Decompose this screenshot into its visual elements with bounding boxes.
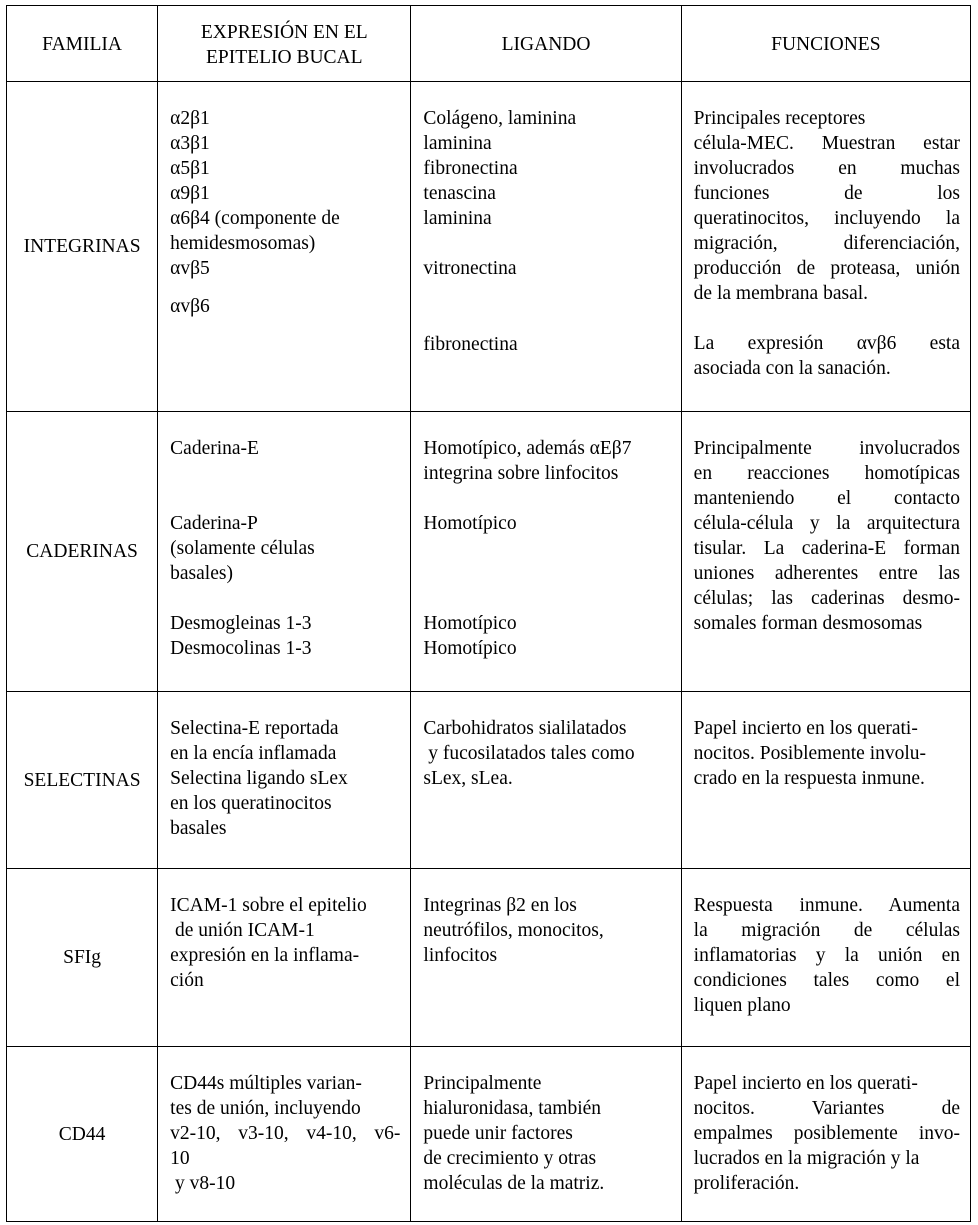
expression-cell: ICAM-1 sobre el epitelio de unión ICAM-1 expresión en la inflama- ción [158,869,411,1047]
adhesion-molecules-table [6,5,971,1222]
family-cell: SFIg [7,869,158,1047]
table-row [7,82,971,412]
header-familia: FAMILIA [7,6,158,82]
expression-cell: Selectina-E reportada en la encía inflamada Selectina ligando sLex en los queratinocitos basales [158,692,411,869]
function-cell: Papel incierto en los querati- nocitos. Variantes de empalmes posiblemente invo- lucrados en la migración y la proliferación. [681,1047,970,1222]
table-row [7,412,971,692]
header-row [7,6,971,82]
function-cell: Papel incierto en los querati- nocitos. Posiblemente involu- crado en la respuesta inmune. [681,692,970,869]
family-cell: SELECTINAS [7,692,158,869]
family-cell: CADERINAS [7,412,158,692]
expression-cell: CD44s múltiples varian- tes de unión, incluyendo v2-10, v3-10, v4-10, v6- 10 y v8-10 [158,1047,411,1222]
function-cell: Principales receptores célula-MEC. Muestran estar involucrados en muchas funciones de los queratinocitos, incluyendo la migración, diferenciación, producción de proteasa, unión de la membrana basal. La expresión αvβ6 esta asociada con la sanación. [681,82,970,412]
ligand-cell: Integrinas β2 en los neutrófilos, monocitos, linfocitos [411,869,681,1047]
expression-cell: α2β1 α3β1 α5β1 α9β1 α6β4 (componente de hemidesmosomas) αvβ5 αvβ6 [158,82,411,412]
table-row [7,869,971,1047]
ligand-cell: Colágeno, laminina laminina fibronectina tenascina laminina vitronectina fibronectina [411,82,681,412]
header-ligando: LIGANDO [411,6,681,82]
expression-cell: Caderina-E Caderina-P (solamente células basales) Desmogleinas 1-3 Desmocolinas 1-3 [158,412,411,692]
table-row [7,692,971,869]
family-cell: INTEGRINAS [7,82,158,412]
header-funciones: FUNCIONES [681,6,970,82]
function-cell: Principalmente involucrados en reacciones homotípicas manteniendo el contacto célula-célula y la arquitectura tisular. La caderina-E forman uniones adherentes entre las células; las caderinas desmo- somales forman desmosomas [681,412,970,692]
table-row [7,1047,971,1222]
ligand-cell: Homotípico, además αEβ7 integrina sobre linfocitos Homotípico Homotípico Homotípico [411,412,681,692]
ligand-cell: Carbohidratos sialilatados y fucosilatados tales como sLex, sLea. [411,692,681,869]
family-cell: CD44 [7,1047,158,1222]
function-cell: Respuesta inmune. Aumenta la migración de células inflamatorias y la unión en condiciones tales como el liquen plano [681,869,970,1047]
ligand-cell: Principalmente hialuronidasa, también puede unir factores de crecimiento y otras moléculas de la matriz. [411,1047,681,1222]
header-expresion: EXPRESIÓN EN EL EPITELIO BUCAL [158,6,411,82]
